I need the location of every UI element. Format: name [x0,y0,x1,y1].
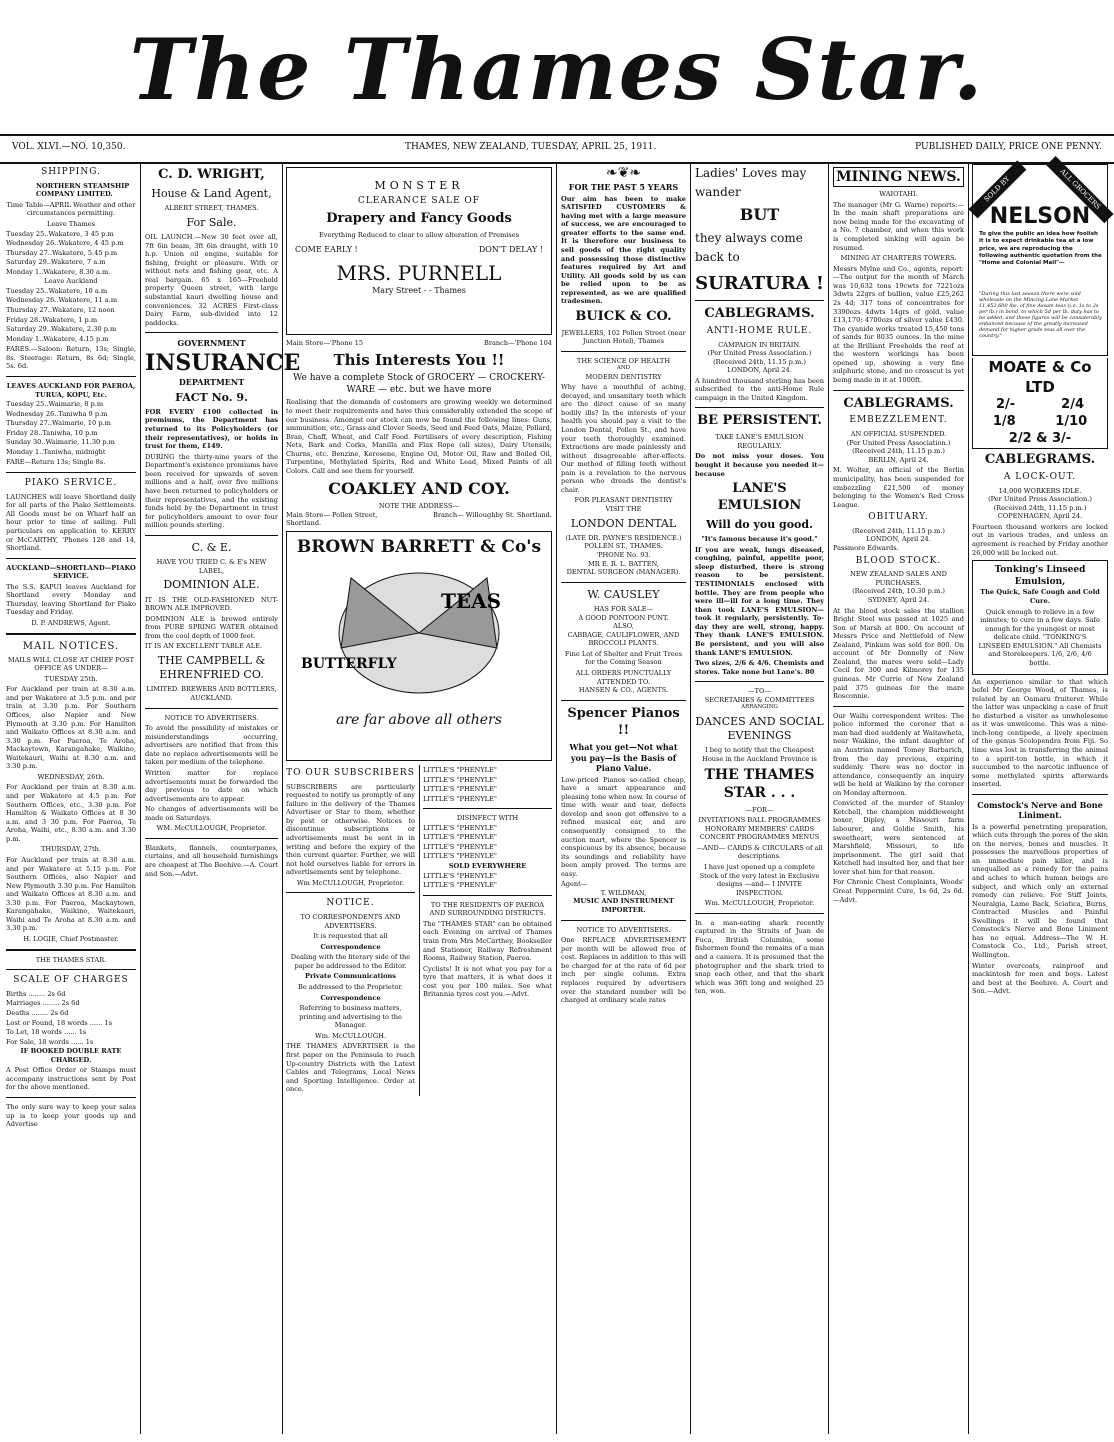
above-all: are far above all others [336,711,502,728]
suratura: SURATURA ! [695,272,824,294]
column-shipping [6,164,136,1434]
hansen: HANSEN & CO., AGENTS. [578,686,669,695]
campbell-limited: LIMITED. BREWERS AND BOTTLERS, AUCKLAND. [146,685,277,703]
thames-star: THE THAMES STAR . . . [704,767,815,802]
passmore: Passmore Edwards. [833,544,899,553]
spencer-heading: Spencer Pianos !! [567,705,680,738]
during-text: "During this last season there were sold wholesale on the Mincing Lane Market 11,452,600 lbs. of fine Assam teas (i.e. 1s to 2s per lb.) in bond, to which 5d per lb. duty has to be added, and these figures will be considerably enhanced because of the greatly increased demand for higher grade teas all over the country." [979,291,1102,339]
past-heading: FOR THE PAST 5 YEARS [568,182,679,193]
brown-barrett: BROWN BARRETT & Co's [296,536,542,557]
column-rule [140,164,141,1434]
adv-text: To avoid the possibility of mistakes or misunderstandings occurring, advertisers are notified that from this date no replace advertisements will be taken per medium of the telephone. [145,724,278,767]
tonking-quick: The Quick, Safe Cough and Cold Cure. [980,588,1100,606]
list-item: Thursday 27..Wakatere, 5.45 p.m [6,248,118,257]
column-mining [833,164,964,1434]
auckland-heading: AUCKLAND—SHORTLAND—PIAKO SERVICE. [6,563,136,581]
residents-heading: TO THE RESIDENTS OF PAEROA AND SURROUNDING DISTRICTS. [429,900,546,918]
correspondents: TO CORRESPONDENTS AND ADVERTISERS. [300,913,401,930]
list-item: LITTLE'S "PHENYLE" [423,775,497,784]
received-6b: (Received 24th, 11.15 p.m.) [852,526,945,535]
list-item: Tuesday 25..Waimarie, 8 p.m [6,400,104,409]
nut-brown: IT IS THE OLD-FASHIONED NUT-BROWN ALE IMPROVED. [145,595,278,613]
list-item: For Sale, 18 words ...... 1s [6,1037,94,1046]
column-nelson [972,164,1108,1434]
phenyle-list [423,766,552,803]
lanes-text: If you are weak, lungs diseased, coughing, painful, appetite poor, sleep disturbed, there is strong reason to be persistent. TESTIMONIALS enclosed with bottle. They are from people who were ill—ill for a long time. They then took LANE'S EMULSION—took it regularly, persistently. To-day they are well, strong, happy. They thank LANE'S EMULSION. Be persistent, and you will also thank LANE'S EMULSION. [695,545,824,657]
per-united-7: (Per United Press Association.) [988,495,1092,504]
branch-address: Branch— Willoughby St. Shortland. [432,510,552,519]
monster: MONSTER [374,179,464,192]
berlin-text: M. Wolter, an official of the Berlin municipality, has been suspended for embezzling £21,500 of money belonging to the Women's Red Cross League. [833,466,964,509]
waiotahi-text: The manager (Mr G. Warne) reports:—In the main shaft preparations are now being made for the excavating of a No. 7 chamber, and when this work is completed sinking will again be resumed. [833,200,964,252]
london-6: LONDON, April 24. [866,535,931,544]
london-dental: LONDON DENTAL [570,516,677,530]
nelson-name: NELSON [989,204,1091,229]
shark-text: In a man-eating shark recently captured in the Straits of Juan de Fuca, British Columbia, some fishermen found the remains of a man and a camera. It is presumed that the photographer and the shark tried to snap each other, and that the shark which was 36ft long and weighed 25 ten, won. [695,918,824,996]
price-notice: PUBLISHED DAILY, PRICE ONE PENNY. [915,142,1102,152]
arranging: ARRANGING [741,704,778,711]
column-rule [968,164,969,1434]
price: 1/10 [1055,413,1088,429]
workers-idle: 14,000 WORKERS IDLE. [998,486,1082,495]
wright-sub: House & Land Agent, [151,186,272,200]
phone-row [286,339,552,348]
cablegrams-heading: CABLEGRAMS. [704,305,815,321]
teas-ad [286,531,552,761]
wm-2: Wm. McCULLOUGH. [314,1031,387,1040]
list-item: LITTLE'S "PHENYLE" [423,881,497,890]
volume-number: VOL. XLVI.—NO. 10,350. [12,142,126,152]
experience-text: An experience similar to that which befel Mr George Wood, of Thames, is related by an Oamaru fruiterer. While the latter was unpacking a case of fruit he disturbed a visitor as unwholesome as it was unwelcome. This was a nine-inch-long centipede, a lively specimen of the genus Scolopendra from Fiji. So time was lost in transferring the animal to a spirit-ton bottle, in which it succumbed to the narcotic influence of some methylated spirits afterwards inserted. [972,677,1108,789]
waihi-text: Our Waihi correspondent writes: The police informed the coroner that a man had died suddenly at Waitawheta, near Waikino, the infant daughter of an Austrian named Tomey Barbarich, from the day previous, expiring suddenly. There was no doctor in attendance, consequently an inquiry will be held at Waikino by the coroner on Monday afternoon. [833,711,964,797]
persistent: BE PERSISTENT. [697,413,822,429]
purnell-address: Mary Street - - Thames [372,285,466,295]
list-item: Wednesday 26..Taniwha 9 p.m [6,409,108,418]
list-item: LITTLE'S "PHENYLE" [423,842,497,851]
convicted-text: Convicted of the murder of Stanley Ketchell, the champion middleweight boxer, Dipley, a Missouri farm labourer, and Goldie Smith, his sweetheart, were sentenced at Marshfield, Missouri, to life imprisonment. The girl said that Ketchell had insulted her, and that her lover shot him for that reason. [833,799,964,876]
list-item: Friday 28..Taniwha, 10 p.m [6,428,98,437]
list-item: Births ........ 2s 6d [6,989,66,998]
agent-label: Agent— [561,880,588,889]
copenhagen-text: Fourteen thousand workers are locked out in various trades, and unless an agreement is reached by Friday another 26,000 will be locked out. [972,522,1108,557]
price: 2/- [995,397,1016,412]
dentistry-heading: MODERN DENTISTRY [585,372,662,381]
buick-name: BUICK & CO. [575,308,672,324]
list-item: Tuesday 25..Wakatere, 3 45 p.m [6,229,114,238]
campbell: THE CAMPBELL & EHRENFRIED CO. [157,653,266,682]
tonking-text: Quick enough to relieve in a few minutes; to cure in a few days. Safe enough for the youngest or most delicate child. "TONKING'S LINSEED EMULSION." All Chemists and Storekeepers. 1/6, 2/6, 4/6 bottle. [978,607,1102,667]
list-item: Thursday 27..Wakatere, 12 noon [6,306,115,314]
list-item: To Let, 18 words ...... 1s [6,1028,87,1037]
pollen: POLLEN ST., THAMES. [584,542,663,551]
coakley-address-row [286,511,552,528]
timetable: Time Table—APRIL Weather and other circumstances permitting. [6,200,136,218]
list-item: LITTLE'S "PHENYLE" [423,852,497,861]
dateline [0,134,1114,164]
chronic-text: For Chronic Chest Complaints, Woods' Great Peppermint Cure, 1s 6d, 2s 6d.—Advt. [833,878,964,904]
dont-delay: DON'T DELAY ! [478,245,543,255]
wm-5: Wm. McCULLOUGH, Proprietor. [704,899,815,908]
main-store-address: Main Store— Pollen Street, Shortland. [286,510,378,528]
and-label: AND [616,365,631,372]
wednesday-heading: WEDNESDAY, 26th. [37,772,105,781]
list-item: Sunday 30..Waimarie, 11.30 p.m [6,438,115,447]
charters-heading: MINING AT CHARTERS TOWERS. [840,254,957,263]
clearance: CLEARANCE SALE OF [357,196,481,207]
received-6c: (Received 24th, 10.30 p.m.) [852,587,945,596]
tonking-name: Tonking's Linseed Emulsion, [994,565,1086,587]
interests-heading: This Interests You !! [333,350,505,369]
notify: I beg to notify that the Cheapest House in the Auckland Province is [702,746,817,763]
list-item: Deaths ........ 2s 6d [6,1008,69,1017]
cablegrams-7: CABLEGRAMS. [984,452,1096,467]
cablegrams-2: CABLEGRAMS. [843,395,954,411]
realising-text: Realising that the demands of customers are growing weekly we determined to meet their requirements and have thus considerably extended the scope of our business. Amongst our stock can now be found the following lines: Guns, ammunition, etc., Grass and Clover Seeds, Seed and Feed Oats, Maize, Pollard, Bran, Chaff, Wheat, and Calf Food. Fertilisers of every description, Fishing Nets, Bark and Corks, Manilla and Flax Rope (all sizes), Dairy Utensils, Churns, etc. Benzine, Kerosene, Engine Oil, Motor Oil, Raw and Boiled Oil, Turpentine, Methylated Spirits, Red and White Lead, Mixed Paints of all Colors. Call and see them for yourself. [286,398,552,475]
nz-sales: NEW ZEALAND SALES AND PURCHASES. [850,570,947,587]
butterfly-label: BUTTERFLY [301,656,397,673]
list-item: Monday 1..Wakatere, 8.30 a.m. [6,267,111,276]
list-item: LITTLE'S "PHENYLE" [423,823,497,832]
leave-thames-heading: Leave Thames [46,219,96,228]
tuesday-heading: TUESDAY 25th. [44,674,98,683]
written-matter: Written matter for replace advertisements must be forwarded the day previous to date on which advertisements are to appear. [145,768,278,803]
paeroa-heading: LEAVES AUCKLAND FOR PAEROA, TURUA, KOPU, Etc. [6,381,136,399]
phone: 'PHONE No. 93. [596,551,651,560]
purnell-ad [286,167,552,335]
also: ALSO, [613,622,634,631]
winter-text: Winter overcoats, rainproof and mackintosh for men and boys. Latest and best at the Beehive. A. Court and Son.—Advt. [972,961,1108,996]
list-item: Wednesday 26..Wakatere, 11 a.m [6,296,118,305]
berlin: BERLIN, April 24. [868,455,929,464]
moate-ad [972,358,1108,449]
per-united: (Per United Press Association.) [707,349,812,358]
department: DEPARTMENT [178,377,245,388]
column-buick [561,164,686,1434]
correspondence: Correspondence [320,942,381,951]
list-item: Thursday 27..Waimarie, 10 p.m [6,419,111,428]
leave-thames-list [6,230,136,277]
sold-everywhere: SOLD EVERYWHERE [448,862,527,871]
teas-label: TEAS [441,589,502,614]
wright-name: C. D. WRIGHT, [158,167,265,182]
tonking-ad [972,560,1108,674]
list-item: LITTLE'S "PHENYLE" [423,794,497,803]
disinfect: DISINFECT WITH [456,814,519,823]
to-label: —TO— [748,687,771,696]
waiotahi: WAIOTAHI. [879,190,918,199]
residents-text: The "THAMES STAR" can be obtained each Evening on arrival of Thames train from Mrs McCarthey, Bookseller and Stationer, Railway Refreshment Rooms, Railway Station, Paeroa. [423,919,552,963]
thursday-heading: THURSDAY, 27th. [40,845,102,854]
wright-text: OIL LAUNCH.—New 30 feet over all, 7ft 6in beam, 3ft 6in draught, with 10 h.p. Union oil engine, suitable for fishing, freight or pleasure. With or without nets and fishing gear, etc. A real bargain. 65 x 165—Freehold property Queen street, with large substantial kauri dwelling house and conveniences. 32 ACRES First-class Dairy Farm, sub-divided into 12 paddocks. [145,233,278,327]
late: (LATE DR. PAYNE'S RESIDENCE.) [565,533,682,542]
mining-news: MINING NEWS. [833,167,964,187]
lower-section [286,765,552,1096]
company-name: NORTHERN STEAMSHIP COMPANY LIMITED. [36,181,130,199]
anti-home-rule: ANTI-HOME RULE. [706,325,813,336]
for-label: —FOR— [745,805,774,814]
ornament: ❧❦❧ [605,165,642,181]
wednesday-text: For Auckland per train at 8.30 a.m. and per Wakatere at 4.5 p.m. For Southern Offices, etc., 3.30 p.m. For Hamilton & Waikato Offices at 8 30 a.m. and 3 30 p.m. For Paeroa, Te Aroha, Waihi, etc., 8.30 a.m. and 3.30 p.m. [6,783,136,843]
government: GOVERNMENT [177,338,246,349]
campaign: CAMPAIGN IN BRITAIN. [718,340,801,349]
obituary: OBITUARY. [868,512,929,523]
fact-number: FACT No. 9. [175,390,248,404]
price-row-3: 2/2 & 3/- [1008,430,1072,446]
saturdays: No changes of advertisements will be made on Saturdays. [145,805,278,822]
auckland-text: The S.S. KAPUI leaves Auckland for Shortland every Monday and Thursday, leaving Shortland for Piako Tuesday and Friday. [6,582,136,617]
all-grocers: ALL GROCERS [1047,156,1114,223]
ladies-loves: Ladies' Loves may wander [695,166,807,200]
column-wright [145,164,301,1434]
invitations: INVITATIONS BALL PROGRAMMES HONORARY MEMBERS' CARDS CONCERT PROGRAMMES MENUS [698,816,821,842]
science-heading: THE SCIENCE OF HEALTH [576,356,671,365]
phenyle-list-2 [423,824,552,861]
subscribers-text: SUBSCRIBERS are particularly requested to notify us promptly of any failure in the delivery of the Thames Advertiser or Star to them, whether by post or otherwise. Notices to discontinue subscriptions or advertisements must be sent in in writing and before the expiry of the then current quarter. Further, we will not hold ourselves liable for errors in advertisements sent by telephone. [286,782,415,877]
coakley-name: COAKLEY AND COY. [328,478,510,498]
requested: It is requested that all [313,932,388,941]
drapery: Drapery and Fancy Goods [326,210,512,226]
auckland-agent: D. P. ANDREWS, Agent. [31,619,111,627]
booked-note: IF BOOKED DOUBLE RATE CHARGED. [20,1047,122,1064]
fare-note: FARE—Return 13s; Single 8s. [6,458,106,467]
sold-by: SOLD BY [968,161,1026,219]
price-row-1 [973,397,1107,414]
complete-stock: We have a complete Stock of GROCERY — CROCKERY-WARE — etc. but we have more [293,373,545,395]
take-lanes: TAKE LANE'S EMULSION REGULARLY. [715,433,804,450]
post-note: A Post Office Order or Stamps must accompany instructions sent by Post for the above mentioned. [6,1066,136,1092]
list-item: LITTLE'S "PHENYLE" [423,833,497,842]
notice-text-4: One REPLACE ADVERTISEMENT per month will be allowed free of cost. Replaces in addition to this will be charged for at the rate of 6d per inch per single column. Extra replaces required by advertisers over the standard number will be charged at ordinary scale rates [561,936,686,1005]
butterfly-image [291,558,547,708]
newspaper-title: The Thames Star. [129,20,985,119]
fact-text: FOR EVERY £100 collected in premiums, the Department has returned to its Policyholders (or their representatives), or holds in trust for them, £149. [145,407,278,451]
list-item: Saturday 29..Wakatere, 2.30 p.m [6,325,117,334]
piako-text: LAUNCHES will leave Shortland daily for all parts of the Piako Settlements. All Goods must be on Wharf half an hour prior to time of sailing. Full particulars on application to KERRY or McCARTHY, 'Phones 128 and 14, Shortland. [6,492,136,553]
column-purnell [286,164,552,1434]
brewed: DOMINION ALE is brewed entirely from PURE SPRING WATER obtained from the cool depth of 1000 feet. [145,614,278,640]
dominion-ale: DOMINION ALE. [163,578,260,592]
hundred-text: A hundred thousand sterling has been subscribed to the anti-Home Rule campaign in the United Kingdom. [695,376,824,402]
fine-lot: Fine Lot of Shelter and Fruit Trees for the Coming Season [564,649,683,667]
received-6: (Received 24th, 11.15 p.m.) [852,447,945,456]
thursday-text: For Auckland per train at 8.30 a.m. and per Wakatere at 5.15 p.m. For Southern Offices, also Napier and New Plymouth 3.30 p.m. For Hamilton and Waikato Offices at 8.30 a.m. and 3.30 p.m. For Paeroa, Mackaytown, Karangahake, Waikino, Waitekauri, Waihi and Te Aroha at 8.30 a.m. and 3.30 p.m. [6,855,136,933]
past-text: Our aim has been to make SATISFIED CUSTOMERS & having met with a large measure of success, we are encouraged to greater efforts to the same end. It is therefore our business to sell goods of the right quality and possessing those distinctive features required by Art and Utility. All goods sold by us can be relied upon to be as represented, as we are qualified tradesmen. [561,194,686,306]
nelson-text: To give the public an idea how foolish it is to expect drinkable tea at a low price, we are reproducing the following authentic quotation from the "Home and Colonial Mail"— [979,231,1102,267]
purnell-name: MRS. PURNELL [336,260,502,285]
list-item: Friday 28..Wakatere, 1 p.m [6,315,98,324]
but: BUT [739,205,780,225]
referring: Referring to business matters, printing and advertising to the Manager. [299,1004,402,1030]
sizes: Two sizes, 2/6 & 4/6. Chemists and stores. Take none but Lane's. 80 [695,659,824,676]
ce-heading: C. & E. [191,540,232,554]
moate-name: MOATE & Co LTD [988,358,1092,396]
everything: Everything Reduced to clear to allow alteration of Premises [318,230,520,239]
star-heading: THE THAMES STAR. [35,955,107,964]
list-item: Marriages ........ 2s 6d [6,999,80,1008]
for-sale: For Sale. [186,215,237,229]
piako-heading: PIAKO SERVICE. [24,478,118,488]
notice-heading: NOTICE. [326,898,375,909]
dent-text: Why have a mouthful of aching, decayed, and unsanitary teeth which are the direct cause of so many bodily ills? In the interests of your health you should pay a visit to the London Dental, Pollen St., and have your teeth thoroughly examined. Extractions are made painlessly and without disagreeable after-effects. Our method of filling teeth without pain is a revelation to the nervous person who dreads the dentist's chair. [561,383,686,494]
always-come: they always come back to [695,231,803,265]
spencer-text: Low-priced Pianos so-called cheap, have a smart appearance and pleasing tone when new. In course of time with wear and tear, defects develop and soon get offensive to a refined musical ear, and are consequently consigned to the auction mart, where the Spencer is conspicuous by its absence, because its soundings and reliability have been amply proved. The terms are easy. [561,775,686,878]
date-location: THAMES, NEW ZEALAND, TUESDAY, APRIL 25, 1911. [405,142,657,152]
london-date: LONDON, April 24. [727,366,792,375]
secretaries: SECRETARIES & COMMITTEES [704,695,815,704]
dealing: Dealing with the literary side of the paper be addressed to the Editor. [290,953,411,970]
lanes-emulsion: LANE'S EMULSION [717,481,802,514]
shipping-heading: SHIPPING. [41,167,101,177]
sydney-text: At the blood stock sales the stallion Bright Steel was passed at 1025 and Son of Marsh at 800. On account of Messrs Price and Nettlefold of New Zealand, Pinkum was sold for 800. On account of Mr Donnelly of New Zealand, the mares were sold—Lady Cecil for 300 and Kilmorey for 135 guineas. Mr Currie of New Zealand paid 375 guineas for the mare Rosconnie. [833,606,964,701]
price: 1/8 [992,413,1016,429]
list-item: Lost or Found, 18 words ...... 1s [6,1018,112,1027]
famous: "It's famous because it's good." [701,535,818,544]
cards-circulars: —AND— CARDS & CIRCULARS of all descriptions. [696,843,823,861]
table-ale: IT IS AN EXCELLENT TABLE ALE. [145,642,263,651]
will-do-good: Will do you good. [706,517,813,531]
fares: FARES.—Saloon: Return, 13s; Single, 8s. Steerage: Return, 8s 6d; Single, 5s. 6d. [6,345,136,371]
do-not-miss: Do not miss your doses. You bought it because you needed it—because [695,452,824,478]
price-row-2 [973,414,1107,431]
mail-intro: MAILS WILL CLOSE AT CHIEF POST OFFICE AS UNDER— [7,655,135,673]
come-early-row [295,245,543,255]
charges-heading: SCALE OF CHARGES [13,975,129,986]
opened: I have just opened up a complete Stock of the very latest in Exclusive designs —and— I INVITE INSPECTION. [699,862,820,897]
official: AN OFFICIAL SUSPENDED. [850,430,947,439]
private-communications: Private Communications [304,972,396,981]
phenyle-list-3 [423,872,552,890]
blankets: Blankets, flannels, counterpanes, curtains, and all household furnishings are cheapest at The Beehive.—A. Court and Son.—Advt. [145,843,278,878]
wright-address: ALBERT STREET, THAMES. [164,204,259,213]
causley-name: W. CAUSLEY [587,587,660,601]
what-you-get: What you get—Not what you pay—is the Basis of Piano Value. [569,742,678,774]
masthead [0,0,1114,128]
mail-heading: MAIL NOTICES. [22,640,120,652]
visit: VISIT THE [605,505,642,514]
notice-advertisers: NOTICE TO ADVERTISERS. [164,713,259,722]
blood-stock: BLOOD STOCK. [855,555,942,566]
list-item: LITTLE'S "PHENYLE" [423,871,497,880]
come-early: COME EARLY ! [295,245,358,255]
wm-proprietor: Wm McCULLOUGH, Proprietor. [296,878,405,887]
sydney: SYDNEY, April 24. [867,595,930,604]
cyclists-text: Cyclists! It is not what you pay for a tyre that matters, it is what does it cost you per 100 miles. See what Britannia tyres cost you.—Advt. [423,964,552,999]
phenyle-section [419,765,552,1096]
comstock-text: Is a powerful penetrating preparation, which cuts through the pores of the skin on the nerves, bones and muscles. It possesses the marvellous properties of an immediate pain killer, and is unequalled as a remedy for the pains and aches to which human beings are subject, and which only an external remedy can relieve. For Stiff Joints, Neuralgia, Lame Back, Sciatica, Burns, Contracted Muscles and Painful Swellings it will be found that Comstock's Nerve and Bone Liniment has no equal. Address—The W. H. Comstock Co., Ltd., Parish street, Wellington. [972,822,1108,960]
column-lanes [695,164,824,1434]
keep-text: The only sure way to keep your sales up is to keep your goods up and Advertise [6,1103,136,1129]
received: (Received 24th, 11.15 p.m.) [713,357,806,366]
correspondence-2: Correspondence [320,993,381,1002]
per-united-6: (Per United Press Association.) [846,438,951,447]
private-text: Be addressed to the Proprietor. [298,983,403,992]
postmaster: H. LOGIE, Chief Postmaster. [23,935,119,943]
orders: ALL ORDERS PUNCTUALLY ATTENDED TO. [575,668,672,686]
copenhagen: COPENHAGEN, April 24. [997,512,1083,521]
list-item: Monday 1..Taniwha, midnight [6,447,106,456]
embezzlement: EMBEZZLEMENT. [849,415,948,426]
music-importer: MUSIC AND INSTRUMENT IMPORTER. [573,897,674,915]
tuesday-text: For Auckland per train at 8.30 a.m. and per Wakatere at 3.5 p.m. and per train at 3.30 p.m. For Southern Offices, also Napier and New Plymouth at 3.30 p.m. For Hamilton and Waikato Offices at 8.30 a.m. and 3.30 p.m. For Paeroa, Te Aroha, Mackaytown, Karangahake, Waikino, Waitekauri, Waihi at 8.30 a.m. and 3.30 p.m. [6,685,136,771]
main-store-phone: Main Store—'Phone 15 [286,339,364,347]
column-rule [828,164,829,1434]
list-item: Saturday 29..Wakatere, 7 a.m [6,258,106,267]
dances: DANCES AND SOCIAL EVENINGS [695,714,824,742]
price: 2/4 [1061,397,1084,412]
lockout: A LOCK-OUT. [1003,471,1077,482]
received-7: (Received 24th, 11.15 p.m.) [993,503,1087,512]
notice-advertisers-4: NOTICE TO ADVERTISERS. [576,925,671,934]
pleasant: FOR PLEASANT DENTISTRY [574,496,673,505]
wildman: T. WILDMAN, [600,888,647,897]
cabbage: CABBAGE, CAULIFLOWER, AND BROCCOLI PLANTS. [567,630,680,648]
list-item: LITTLE'S "PHENYLE" [423,785,497,794]
fact-text-2: DURING the thirty-nine years of the Department's existence premiums have been received for upwards of seven millions and a half, over five millions have been returned to policyholders or their representatives, and the existing funds held by the Department in trust for policyholders amount to over four million pounds sterling. [145,452,278,530]
tried: HAVE YOU TRIED C. & E's NEW LABEL, [156,558,267,575]
list-item: Tuesday 25..Wakatere, 10 a.m [6,286,108,295]
list-item: LITTLE'S "PHENYLE" [423,765,497,774]
surgeon: DENTAL SURGEON (MANAGER). [566,568,681,577]
comstock-heading: Comstock's Nerve and Bone Liniment. [977,799,1103,821]
advertiser-text: THE THAMES ADVERTISER is the first paper on the Peninsula to reach Up-country Districts with the Latest Cables and Telegrams, Local News and Sporting Intelligence. Order at once. [286,1042,415,1094]
proprietor: WM. McCULLOUGH, Proprietor. [156,824,267,833]
note-address: NOTE THE ADDRESS— [378,502,460,511]
insurance: INSURANCE [145,349,301,376]
batten: MR E. R. L. BATTEN, [588,559,659,568]
buick-address: JEWELLERS, 102 Pollen Street (near Junction Hotel), Thames [561,328,686,346]
column-rule [556,164,557,1434]
has-sale: HAS FOR SALE— [593,605,654,614]
branch-phone: Branch—'Phone 104 [483,339,552,347]
paeroa-list [6,400,136,456]
list-item: Wednesday 26..Wakatere, 4 45 p.m [6,239,124,248]
nelson-ad [972,164,1108,356]
leave-auckland-heading: Leave Auckland [44,277,98,286]
charges-list [6,990,136,1046]
list-item: Monday 1..Wakatere, 4.15 p.m [6,334,109,343]
column-rule [690,164,691,1434]
pontoon: A GOOD PONTOON PUNT. [578,613,669,622]
charters-text: Messrs Mylne and Co., agents, report:—The output for the month of March was 10,632 tons 19cwts for 7221ozs 3dwts 22grs of bullion, value £25,262 2s 4d; 317 tons of concentrates for 3390ozs 4dwts 14grs of gold, value £13,170; 4700ozs of silver value £430. The cyanide works treated 15,450 tons of sands for 8035 ounces. In the mine at the Brilliant Freeholds the reef at the western workings has been opened up, showing a very fine sulphuric stone, and no crosscut is yet being made in it at 1000ft. [833,264,964,384]
leave-auckland-list [6,287,136,343]
subscribers-section [286,765,415,1096]
subscribers-heading: TO OUR SUBSCRIBERS [286,767,415,778]
